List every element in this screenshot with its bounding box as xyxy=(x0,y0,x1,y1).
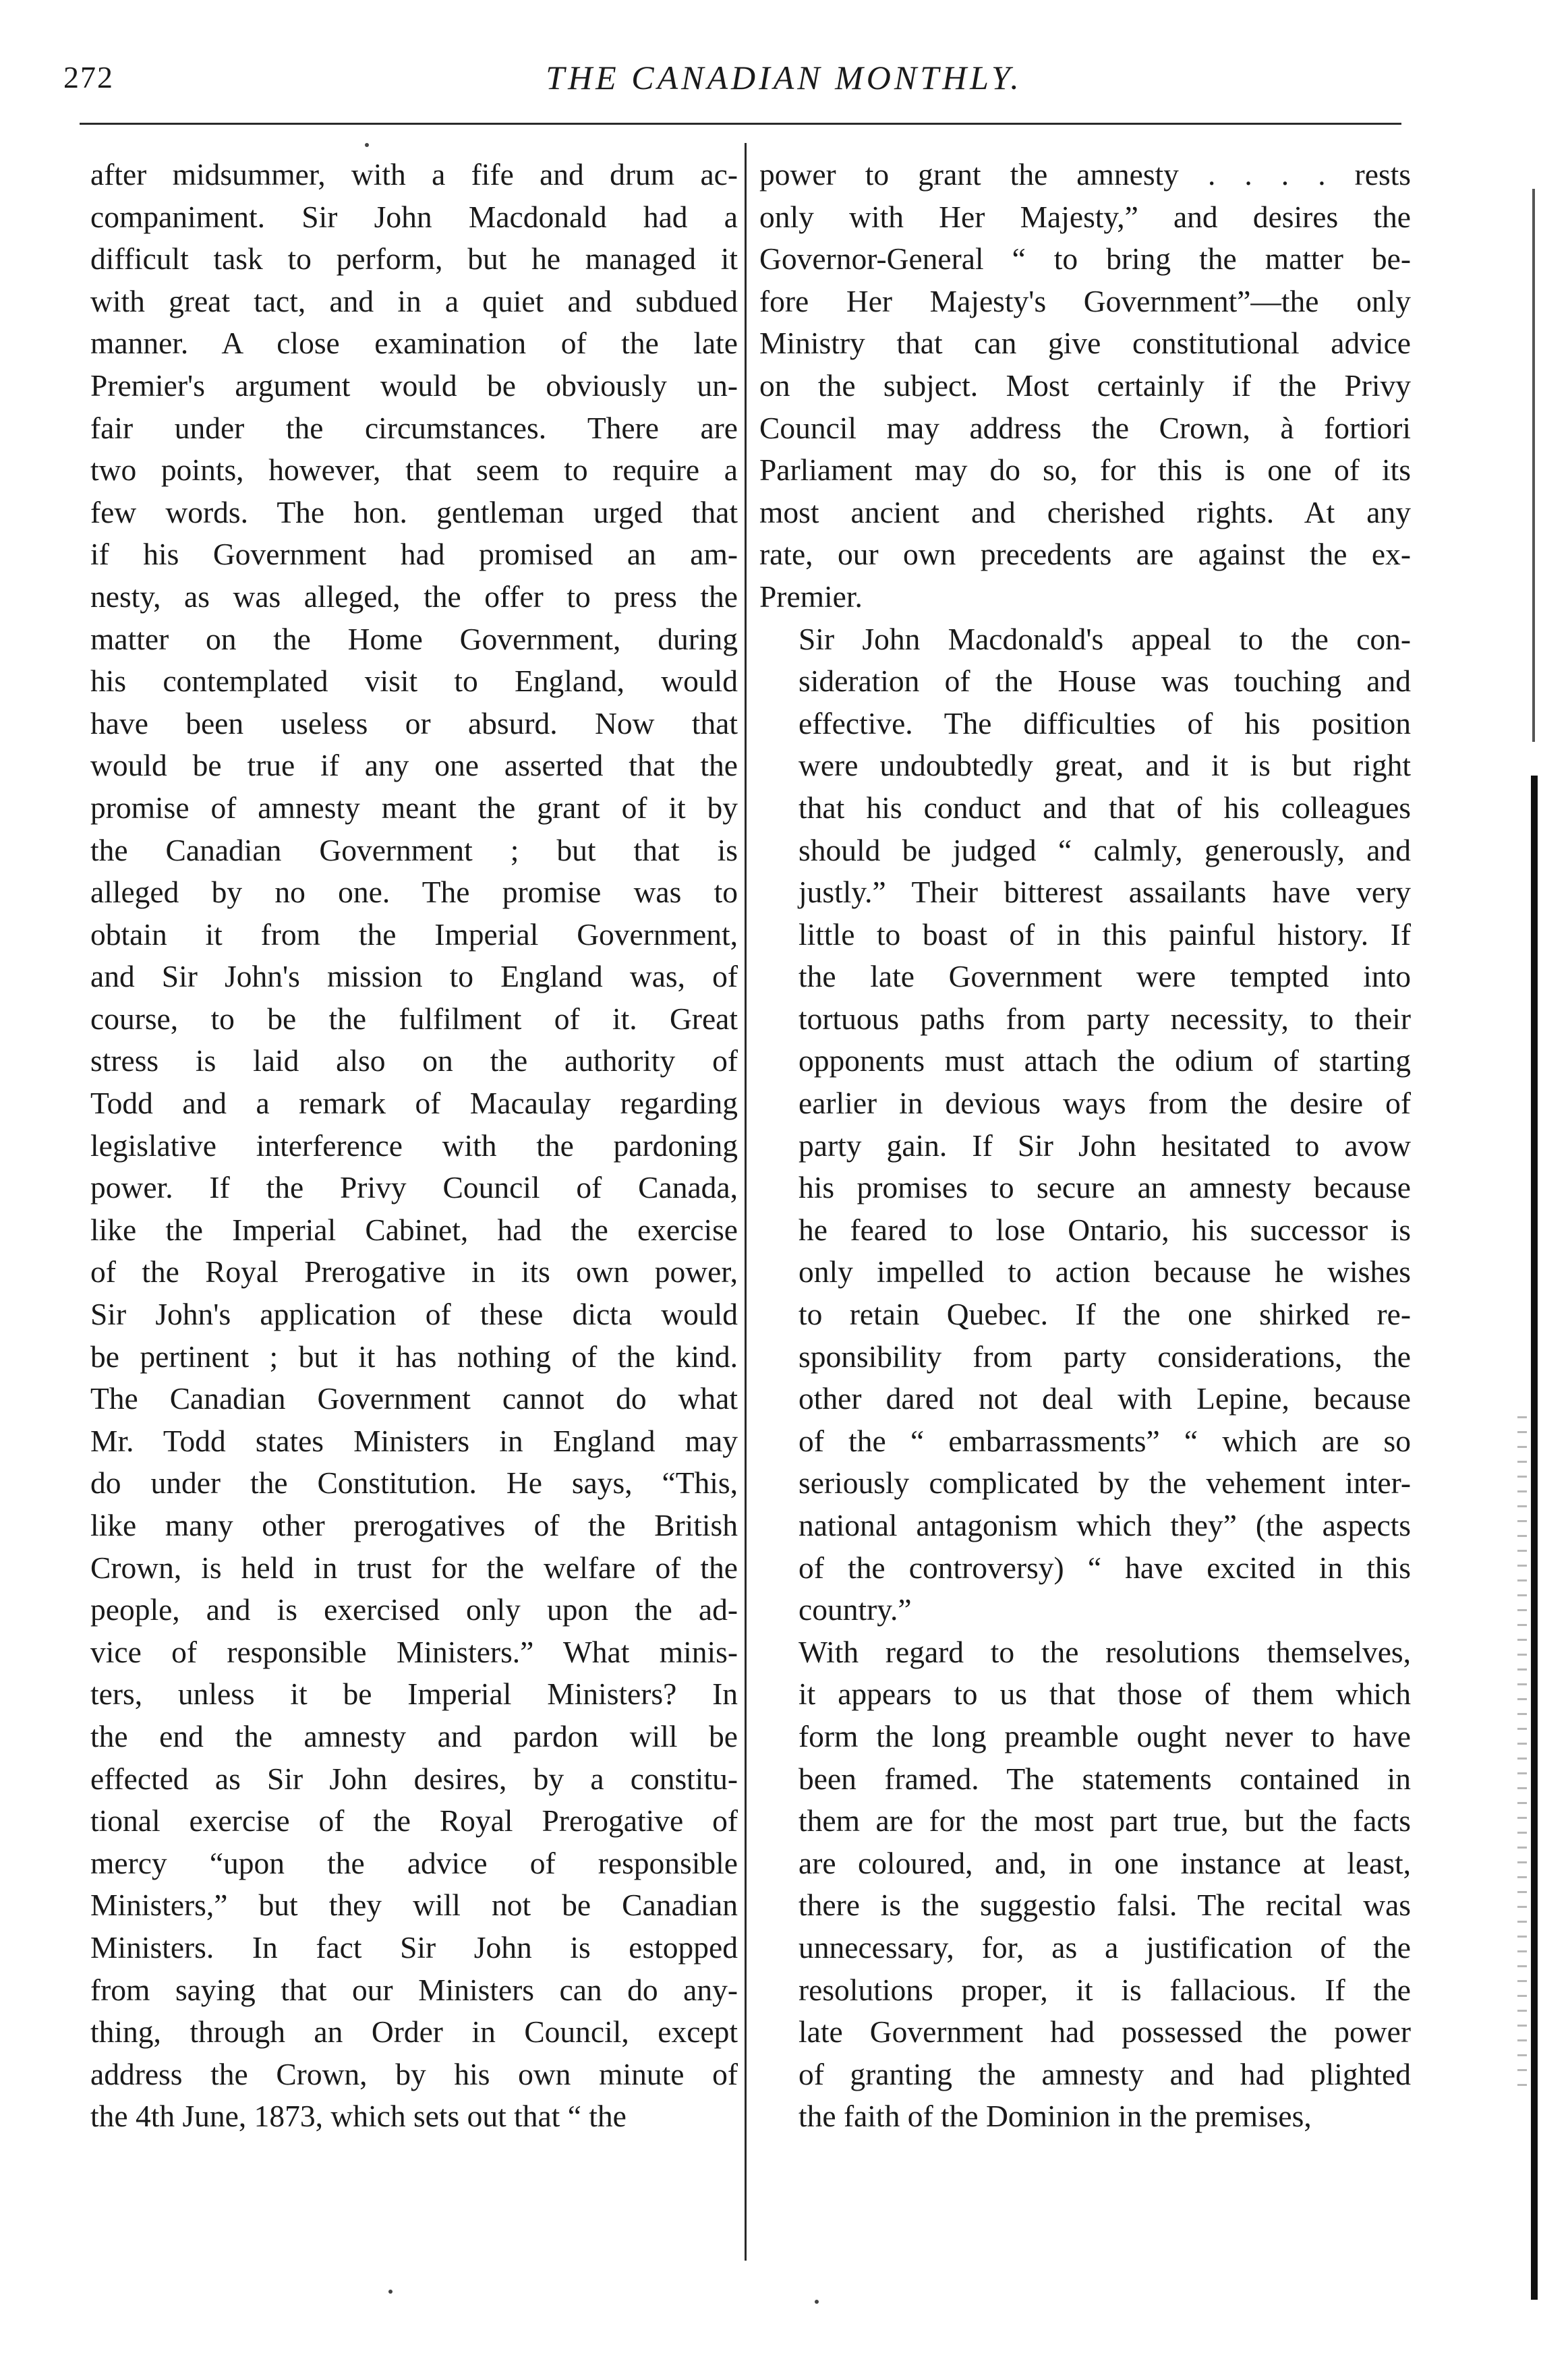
text-line: sideration of the House was touching and xyxy=(798,664,1411,699)
text-line: mercy “upon the advice of responsible xyxy=(90,1845,738,1880)
text-line: effective. The difficulties of his position xyxy=(798,705,1411,740)
text-line: like many other prerogatives of the British xyxy=(90,1508,738,1542)
text-line: ters, unless it be Imperial Ministers? In xyxy=(90,1677,738,1712)
text-line: matter on the Home Government, during xyxy=(90,621,738,656)
scan-edge-marks xyxy=(1517,1416,1527,2091)
text-line: effected as Sir John desires, by a constitu- xyxy=(90,1761,738,1796)
text-line: should be judged “ calmly, generously, and xyxy=(798,832,1411,867)
text-line: difficult task to perform, but he managed it xyxy=(90,241,738,277)
text-line: With regard to the resolutions themselves, xyxy=(798,1634,1411,1669)
text-line: if his Government had promised an am- xyxy=(90,537,738,572)
text-line: on the subject. Most certainly if the Privy xyxy=(759,368,1411,403)
text-line: Mr. Todd states Ministers in England may xyxy=(90,1423,738,1458)
text-line: his contemplated visit to England, would xyxy=(90,664,738,699)
text-line: only impelled to action because he wishes xyxy=(798,1254,1411,1289)
text-line: the end the amnesty and pardon will be xyxy=(90,1718,738,1753)
text-line: two points, however, that seem to require a xyxy=(90,453,738,488)
text-line: his promises to secure an amnesty because xyxy=(798,1170,1411,1205)
text-line: were undoubtedly great, and it is but right xyxy=(798,748,1411,783)
scan-edge-bar xyxy=(1531,776,1538,2300)
text-line: little to boast of in this painful history. If xyxy=(798,917,1411,952)
text-line: be pertinent ; but it has nothing of the kind. xyxy=(90,1339,738,1374)
text-line: are coloured, and, in one instance at least, xyxy=(798,1845,1411,1880)
text-line: have been useless or absurd. Now that xyxy=(90,705,738,740)
page-number: 272 xyxy=(63,60,114,94)
text-line: stress is laid also on the authority of xyxy=(90,1043,738,1078)
header-rule xyxy=(80,123,1401,125)
left-column xyxy=(90,154,738,2138)
text-line: country.” xyxy=(798,1592,912,1627)
text-line: course, to be the fulfilment of it. Great xyxy=(90,1001,738,1036)
text-line: form the long preamble ought never to have xyxy=(798,1718,1411,1753)
text-line: sponsibility from party considerations, the xyxy=(798,1339,1411,1374)
text-line: fair under the circumstances. There are xyxy=(90,410,738,445)
text-line: been framed. The statements contained in xyxy=(798,1761,1411,1796)
text-line: that his conduct and that of his colleagues xyxy=(798,790,1411,825)
text-line: Ministry that can give constitutional advice xyxy=(759,326,1411,361)
text-line: The Canadian Government cannot do what xyxy=(90,1381,738,1416)
text-line: thing, through an Order in Council, except xyxy=(90,2014,738,2050)
text-line: do under the Constitution. He says, “This, xyxy=(90,1465,738,1501)
text-line: Crown, is held in trust for the welfare of the xyxy=(90,1550,738,1585)
text-line: power to grant the amnesty . . . . rests xyxy=(759,157,1411,192)
text-line: unnecessary, for, as a justification of the xyxy=(798,1929,1411,1965)
text-line: Ministers. In fact Sir John is estopped xyxy=(90,1929,738,1965)
text-line: resolutions proper, it is fallacious. If the xyxy=(798,1972,1411,2007)
text-line: there is the suggestio falsi. The recital was xyxy=(798,1888,1411,1923)
text-line: like the Imperial Cabinet, had the exercise xyxy=(90,1212,738,1247)
text-line: and Sir John's mission to England was, of xyxy=(90,959,738,994)
right-column xyxy=(759,154,1411,2138)
text-line: people, and is exercised only upon the ad- xyxy=(90,1592,738,1627)
text-line: national antagonism which they” (the aspects xyxy=(798,1508,1411,1542)
ink-speck xyxy=(815,2300,819,2304)
text-line: the faith of the Dominion in the premises, xyxy=(798,2099,1312,2134)
text-line: alleged by no one. The promise was to xyxy=(90,875,738,910)
scan-edge-line xyxy=(1532,189,1535,742)
text-line: address the Crown, by his own minute of xyxy=(90,2056,738,2091)
text-line: nesty, as was alleged, the offer to press the xyxy=(90,579,738,614)
text-line: companiment. Sir John Macdonald had a xyxy=(90,199,738,234)
text-line: earlier in devious ways from the desire of xyxy=(798,1086,1411,1121)
text-line: them are for the most part true, but the facts xyxy=(798,1803,1411,1838)
text-line: of granting the amnesty and had plighted xyxy=(798,2056,1411,2091)
text-line: to retain Quebec. If the one shirked re- xyxy=(798,1297,1411,1332)
running-title: THE CANADIAN MONTHLY. xyxy=(546,59,1022,96)
text-line: vice of responsible Ministers.” What minis- xyxy=(90,1634,738,1669)
text-line: Premier's argument would be obviously un- xyxy=(90,368,738,403)
text-line: promise of amnesty meant the grant of it by xyxy=(90,790,738,825)
text-line: with great tact, and in a quiet and subdued xyxy=(90,283,738,318)
text-line: Sir John Macdonald's appeal to the con- xyxy=(798,621,1411,656)
left-paragraph xyxy=(90,154,738,2138)
text-line: Sir John's application of these dicta would xyxy=(90,1297,738,1332)
text-line: the Canadian Government ; but that is xyxy=(90,832,738,867)
text-line: would be true if any one asserted that the xyxy=(90,748,738,783)
text-line: fore Her Majesty's Government”—the only xyxy=(759,283,1411,318)
text-line: of the controversy) “ have excited in this xyxy=(798,1550,1411,1585)
text-line: only with Her Majesty,” and desires the xyxy=(759,199,1411,234)
right-paragraph-2 xyxy=(759,618,1411,1631)
text-line: Governor-General “ to bring the matter be- xyxy=(759,241,1411,277)
text-line: Todd and a remark of Macaulay regarding xyxy=(90,1086,738,1121)
text-line: after midsummer, with a fife and drum ac- xyxy=(90,157,738,192)
text-line: party gain. If Sir John hesitated to avow xyxy=(798,1128,1411,1163)
text-line: he feared to lose Ontario, his successor is xyxy=(798,1212,1411,1247)
text-line: seriously complicated by the vehement inter- xyxy=(798,1465,1411,1501)
text-line: Council may address the Crown, à fortiori xyxy=(759,410,1411,445)
text-line: the late Government were tempted into xyxy=(798,959,1411,994)
text-line: tional exercise of the Royal Prerogative of xyxy=(90,1803,738,1838)
text-line: Ministers,” but they will not be Canadian xyxy=(90,1888,738,1923)
text-line: Parliament may do so, for this is one of its xyxy=(759,453,1411,488)
text-line: manner. A close examination of the late xyxy=(90,326,738,361)
text-line: legislative interference with the pardoning xyxy=(90,1128,738,1163)
ink-speck xyxy=(388,2290,393,2294)
text-line: Premier. xyxy=(759,579,863,614)
text-line: justly.” Their bitterest assailants have very xyxy=(798,875,1411,910)
text-line: of the “ embarrassments” “ which are so xyxy=(798,1423,1411,1458)
text-line: power. If the Privy Council of Canada, xyxy=(90,1170,738,1205)
text-line: rate, our own precedents are against the ex- xyxy=(759,537,1411,572)
text-line: opponents must attach the odium of starting xyxy=(798,1043,1411,1078)
column-divider xyxy=(745,143,747,2261)
text-line: it appears to us that those of them which xyxy=(798,1677,1411,1712)
ink-speck xyxy=(365,143,369,147)
text-line: the 4th June, 1873, which sets out that “ the xyxy=(90,2099,627,2134)
text-line: few words. The hon. gentleman urged that xyxy=(90,494,738,529)
text-line: tortuous paths from party necessity, to their xyxy=(798,1001,1411,1036)
right-paragraph-3 xyxy=(759,1631,1411,2138)
text-line: of the Royal Prerogative in its own power, xyxy=(90,1254,738,1289)
right-paragraph-1 xyxy=(759,154,1411,618)
text-line: other dared not deal with Lepine, because xyxy=(798,1381,1411,1416)
text-line: from saying that our Ministers can do any- xyxy=(90,1972,738,2007)
text-line: most ancient and cherished rights. At any xyxy=(759,494,1411,529)
text-line: late Government had possessed the power xyxy=(798,2014,1411,2050)
text-line: obtain it from the Imperial Government, xyxy=(90,917,738,952)
